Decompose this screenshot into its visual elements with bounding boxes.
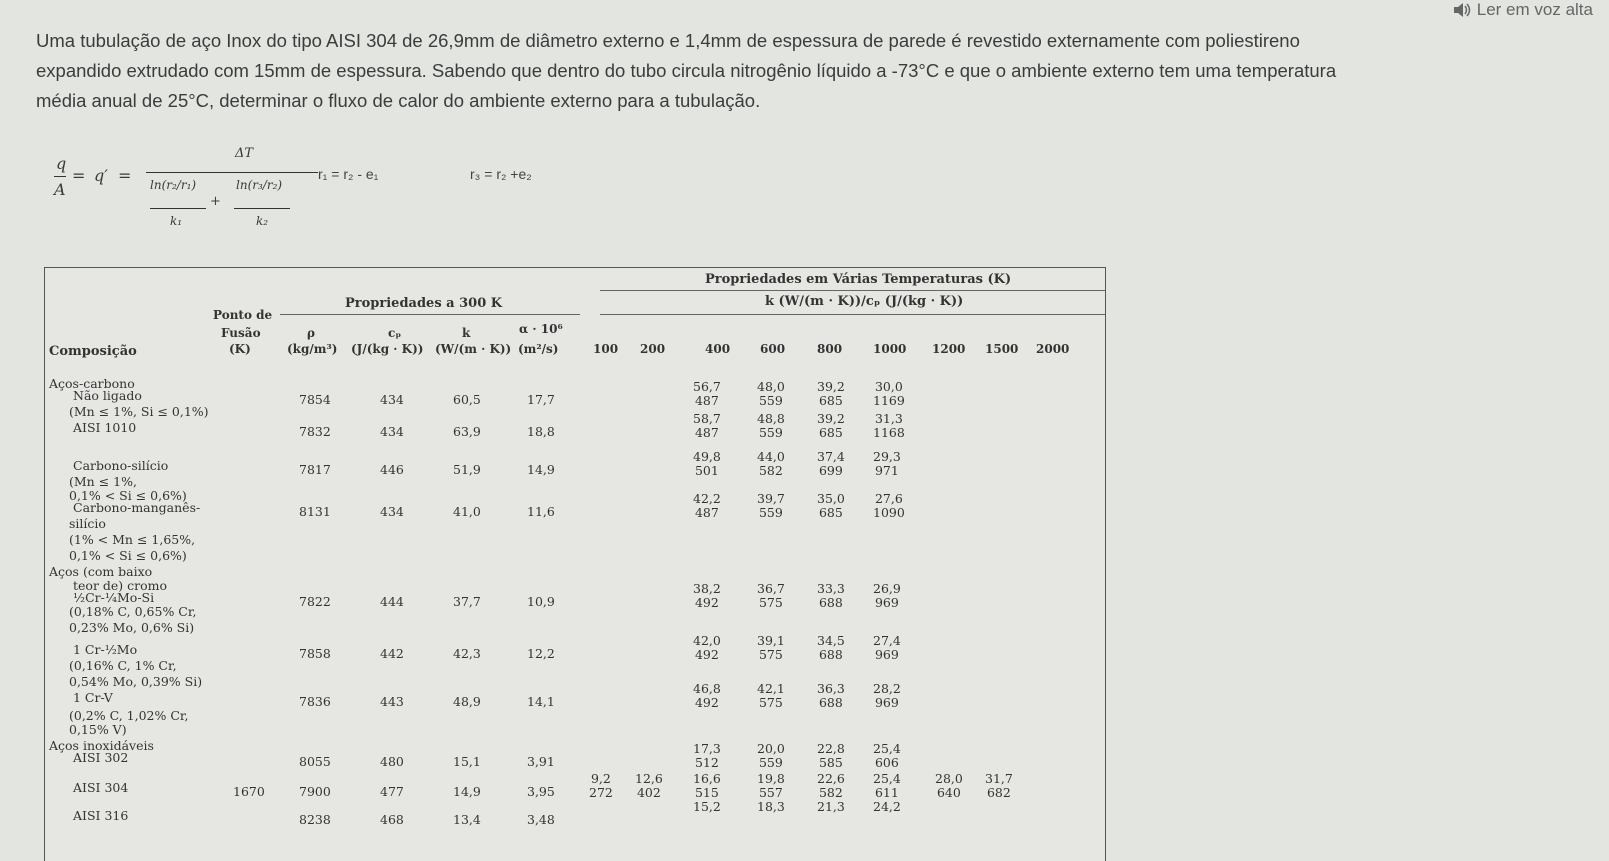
row-composition: 1 Cr-½Mo bbox=[73, 642, 138, 657]
header-temp-1500: 1500 bbox=[985, 342, 1019, 356]
row-composition: silício bbox=[69, 516, 106, 531]
properties-table bbox=[44, 267, 1106, 861]
header-temp-1000: 1000 bbox=[873, 342, 907, 356]
cell-rho: 7832 bbox=[299, 424, 331, 439]
row-composition: (1% < Mn ≤ 1,65%, bbox=[69, 532, 196, 547]
row-composition: AISI 1010 bbox=[73, 420, 137, 435]
cell-t800: 34,5 688 bbox=[817, 633, 845, 662]
cell-t800: 21,3 bbox=[817, 799, 845, 814]
formula-equals-2: = bbox=[118, 166, 132, 185]
formula-qprime: q′ bbox=[94, 166, 108, 185]
problem-line-3: média anual de 25°C, determinar o fluxo de calor do ambiente externo para a tubulação. bbox=[36, 90, 761, 111]
cell-a: 10,9 bbox=[527, 594, 555, 609]
cell-t100: 9,2 272 bbox=[589, 771, 613, 800]
header-alpha-2: (m²/s) bbox=[518, 342, 559, 356]
header-temp-1200: 1200 bbox=[932, 342, 966, 356]
cell-k: 15,1 bbox=[453, 754, 481, 769]
header-temp-800: 800 bbox=[817, 342, 843, 356]
formula-main-bar bbox=[146, 172, 318, 173]
row-composition: Aços (com baixo bbox=[49, 564, 153, 579]
cell-t600: 48,0 559 bbox=[757, 379, 785, 408]
cell-cp: 480 bbox=[380, 754, 404, 769]
row-composition: 0,1% < Si ≤ 0,6%) bbox=[69, 488, 187, 503]
formula-k1: k₁ bbox=[170, 214, 183, 228]
cell-rho: 8131 bbox=[299, 504, 331, 519]
cell-a: 3,48 bbox=[527, 812, 555, 827]
cell-mp: 1670 bbox=[233, 784, 265, 799]
cell-t400: 15,2 bbox=[693, 799, 721, 814]
cell-t600: 18,3 bbox=[757, 799, 785, 814]
formula-r1: r₁ = r₂ - e₁ bbox=[318, 166, 379, 182]
row-composition: (Mn ≤ 1%, bbox=[69, 474, 137, 489]
cell-t800: 39,2 685 bbox=[817, 379, 845, 408]
header-temp-600: 600 bbox=[760, 342, 786, 356]
cell-k: 42,3 bbox=[453, 646, 481, 661]
cell-a: 3,91 bbox=[527, 754, 555, 769]
cell-t800: 37,4 699 bbox=[817, 449, 845, 478]
cell-cp: 444 bbox=[380, 594, 404, 609]
formula-delta-t: ΔT bbox=[235, 146, 254, 161]
cell-t600: 20,0 559 bbox=[757, 741, 785, 770]
formula-k2: k₂ bbox=[256, 214, 269, 228]
formula-ln1: ln(r₂/r₁) bbox=[150, 178, 197, 192]
header-composicao: Composição bbox=[49, 344, 137, 359]
cell-t800: 22,6 582 bbox=[817, 771, 845, 800]
formula-q: q bbox=[56, 154, 67, 173]
cell-t400: 49,8 501 bbox=[693, 449, 721, 478]
problem-statement bbox=[36, 26, 1596, 116]
header-temp-200: 200 bbox=[640, 342, 666, 356]
cell-a: 14,9 bbox=[527, 462, 555, 477]
header-temp-2000: 2000 bbox=[1036, 342, 1070, 356]
header-group-title: Propriedades em Várias Temperaturas (K) bbox=[705, 272, 1012, 287]
cell-a: 11,6 bbox=[527, 504, 555, 519]
cell-rho: 7817 bbox=[299, 462, 331, 477]
cell-k: 48,9 bbox=[453, 694, 481, 709]
header-temp-100: 100 bbox=[593, 342, 619, 356]
header-rho-1: ρ bbox=[307, 326, 315, 340]
cell-a: 3,95 bbox=[527, 784, 555, 799]
cell-cp: 443 bbox=[380, 694, 404, 709]
cell-t600: 44,0 582 bbox=[757, 449, 785, 478]
cell-t1000: 29,3 971 bbox=[873, 449, 901, 478]
row-composition: (0,2% C, 1,02% Cr, bbox=[69, 708, 189, 723]
cell-t1200: 28,0 640 bbox=[935, 771, 963, 800]
row-composition: AISI 316 bbox=[73, 808, 129, 823]
row-composition: (Mn ≤ 1%, Si ≤ 0,1%) bbox=[69, 404, 209, 419]
row-composition: AISI 304 bbox=[73, 780, 129, 795]
header-k-cp: k (W/(m · K))/cₚ (J/(kg · K)) bbox=[765, 294, 964, 309]
cell-t600: 48,8 559 bbox=[757, 411, 785, 440]
cell-t800: 36,3 688 bbox=[817, 681, 845, 710]
formula-r3: r₃ = r₂ +e₂ bbox=[470, 166, 532, 182]
row-composition: 0,15% V) bbox=[69, 722, 127, 737]
speaker-icon bbox=[1453, 2, 1471, 18]
cell-a: 14,1 bbox=[527, 694, 555, 709]
cell-t600: 19,8 557 bbox=[757, 771, 785, 800]
read-aloud-label: Ler em voz alta bbox=[1476, 0, 1593, 19]
cell-t400: 46,8 492 bbox=[693, 681, 721, 710]
cell-k: 51,9 bbox=[453, 462, 481, 477]
header-cp-2: (J/(kg · K)) bbox=[351, 342, 424, 356]
cell-t800: 22,8 585 bbox=[817, 741, 845, 770]
cell-t400: 17,3 512 bbox=[693, 741, 721, 770]
cell-cp: 477 bbox=[380, 784, 404, 799]
cell-t400: 56,7 487 bbox=[693, 379, 721, 408]
header-props300: Propriedades a 300 K bbox=[345, 296, 503, 311]
row-composition: Carbono-silício bbox=[73, 458, 169, 473]
formula-sub-bar-2 bbox=[234, 208, 290, 209]
header-ponto-3: (K) bbox=[229, 342, 251, 356]
cell-t1000: 30,0 1169 bbox=[873, 379, 905, 408]
cell-a: 12,2 bbox=[527, 646, 555, 661]
cell-cp: 442 bbox=[380, 646, 404, 661]
row-composition: 0,23% Mo, 0,6% Si) bbox=[69, 620, 195, 635]
row-composition: AISI 302 bbox=[73, 750, 129, 765]
cell-t600: 36,7 575 bbox=[757, 581, 785, 610]
header-cp-1: cₚ bbox=[388, 326, 402, 340]
row-composition: 0,1% < Si ≤ 0,6%) bbox=[69, 548, 187, 563]
cell-k: 63,9 bbox=[453, 424, 481, 439]
cell-k: 13,4 bbox=[453, 812, 481, 827]
cell-t800: 35,0 685 bbox=[817, 491, 845, 520]
cell-k: 41,0 bbox=[453, 504, 481, 519]
read-aloud-button[interactable] bbox=[1453, 0, 1593, 20]
cell-k: 14,9 bbox=[453, 784, 481, 799]
cell-rho: 7854 bbox=[299, 392, 331, 407]
formula-plus: + bbox=[210, 194, 221, 209]
formula-A: A bbox=[54, 180, 66, 199]
row-composition: (0,16% C, 1% Cr, bbox=[69, 658, 177, 673]
cell-t1500: 31,7 682 bbox=[985, 771, 1013, 800]
row-composition: Aços inoxidáveis bbox=[49, 738, 154, 753]
header-k-2: (W/(m · K)) bbox=[435, 342, 512, 356]
header-ponto-2: Fusão bbox=[221, 326, 261, 340]
cell-rho: 7900 bbox=[299, 784, 331, 799]
header-rule-1 bbox=[600, 290, 1105, 291]
cell-t1000: 27,6 1090 bbox=[873, 491, 905, 520]
row-composition: 0,54% Mo, 0,39% Si) bbox=[69, 674, 203, 689]
cell-t400: 38,2 492 bbox=[693, 581, 721, 610]
cell-a: 18,8 bbox=[527, 424, 555, 439]
cell-t1000: 27,4 969 bbox=[873, 633, 901, 662]
header-k-1: k bbox=[462, 326, 471, 340]
cell-t1000: 28,2 969 bbox=[873, 681, 901, 710]
cell-t400: 42,0 492 bbox=[693, 633, 721, 662]
problem-line-1: Uma tubulação de aço Inox do tipo AISI 304 de 26,9mm de diâmetro externo e 1,4mm de espessura de parede é revestido externamente com poliestireno bbox=[36, 30, 1300, 51]
cell-t1000: 26,9 969 bbox=[873, 581, 901, 610]
formulas bbox=[50, 142, 650, 237]
cell-t600: 39,1 575 bbox=[757, 633, 785, 662]
cell-t600: 39,7 559 bbox=[757, 491, 785, 520]
cell-cp: 446 bbox=[380, 462, 404, 477]
cell-t200: 12,6 402 bbox=[635, 771, 663, 800]
cell-k: 60,5 bbox=[453, 392, 481, 407]
row-composition: ½Cr-¼Mo-Si bbox=[73, 590, 155, 605]
cell-k: 37,7 bbox=[453, 594, 481, 609]
row-composition: Carbono-manganês- bbox=[73, 500, 201, 515]
cell-rho: 8055 bbox=[299, 754, 331, 769]
cell-t600: 42,1 575 bbox=[757, 681, 785, 710]
cell-t400: 58,7 487 bbox=[693, 411, 721, 440]
cell-cp: 434 bbox=[380, 424, 404, 439]
row-composition: 1 Cr-V bbox=[73, 690, 113, 705]
formula-bar bbox=[54, 176, 66, 177]
cell-rho: 8238 bbox=[299, 812, 331, 827]
cell-t400: 16,6 515 bbox=[693, 771, 721, 800]
cell-cp: 434 bbox=[380, 392, 404, 407]
cell-t1000: 25,4 611 bbox=[873, 771, 901, 800]
header-rule-2 bbox=[280, 314, 580, 315]
cell-t1000: 25,4 606 bbox=[873, 741, 901, 770]
cell-a: 17,7 bbox=[527, 392, 555, 407]
row-composition: teor de) cromo bbox=[73, 578, 168, 593]
header-alpha-1: α · 10⁶ bbox=[519, 322, 563, 336]
cell-t1000: 31,3 1168 bbox=[873, 411, 905, 440]
formula-equals: = bbox=[72, 166, 86, 185]
cell-t1000: 24,2 bbox=[873, 799, 901, 814]
cell-rho: 7836 bbox=[299, 694, 331, 709]
cell-t800: 33,3 688 bbox=[817, 581, 845, 610]
header-rule-3 bbox=[600, 314, 1105, 315]
cell-t400: 42,2 487 bbox=[693, 491, 721, 520]
header-temp-400: 400 bbox=[705, 342, 731, 356]
cell-t800: 39,2 685 bbox=[817, 411, 845, 440]
row-composition: Aços-carbono bbox=[49, 376, 135, 391]
row-composition: Não ligado bbox=[73, 388, 142, 403]
header-rho-2: (kg/m³) bbox=[287, 342, 338, 356]
formula-ln2: ln(r₃/r₂) bbox=[236, 178, 283, 192]
problem-line-2: expandido extrudado com 15mm de espessura. Sabendo que dentro do tubo circula nitrogênio líquido a -73°C e que o ambiente externo tem uma temperatura bbox=[36, 60, 1337, 81]
formula-sub-bar-1 bbox=[150, 208, 206, 209]
cell-rho: 7858 bbox=[299, 646, 331, 661]
row-composition: (0,18% C, 0,65% Cr, bbox=[69, 604, 197, 619]
cell-cp: 434 bbox=[380, 504, 404, 519]
cell-cp: 468 bbox=[380, 812, 404, 827]
header-ponto-1: Ponto de bbox=[213, 308, 273, 322]
cell-rho: 7822 bbox=[299, 594, 331, 609]
